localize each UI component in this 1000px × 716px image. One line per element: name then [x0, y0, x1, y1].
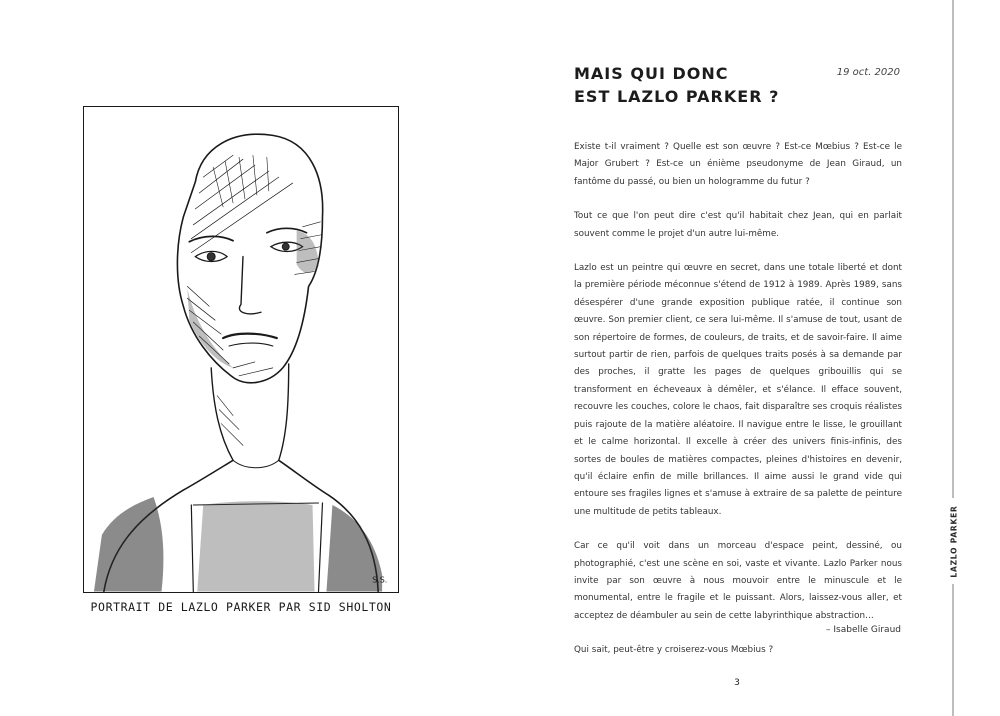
portrait-caption: PORTRAIT DE LAZLO PARKER PAR SID SHOLTON	[90, 600, 392, 614]
margin-rule	[952, 0, 954, 716]
paragraph: Qui sait, peut-être y croiserez-vous Mœbius ?	[574, 645, 774, 656]
monogram: S.S.	[372, 575, 388, 585]
page-number: 3	[734, 678, 740, 688]
article-title	[574, 62, 834, 108]
title-line-1: MAIS QUI DONC	[574, 64, 729, 83]
article-date: 19 oct. 2020	[836, 67, 900, 78]
side-tab-label: LAZLO PARKER	[949, 504, 959, 578]
paragraph: Car ce qu'il voit dans un morceau d'espace peint, dessiné, ou photographié, c'est une scène en soi, vaste et vivante. Lazlo Parker nous invite par son œuvre à nous mouvoir entre le minuscule et le monumental, entre le fragile et le puissant. Alors, laissez-vous aller, et acceptez de déambuler au sein de cette labyrinthique abstraction…	[574, 541, 902, 621]
portrait-illustration	[83, 106, 399, 593]
paragraph: Tout ce que l'on peut dire c'est qu'il habitait chez Jean, qui en parlait souvent comme le projet d'un autre lui-même.	[574, 211, 902, 239]
title-line-2: EST LAZLO PARKER ?	[574, 87, 780, 106]
article-body	[574, 139, 902, 660]
side-tab	[946, 498, 962, 584]
article-signature: – Isabelle Giraud	[826, 625, 901, 635]
paragraph: Existe t-il vraiment ? Quelle est son œuvre ? Est-ce Mœbius ? Est-ce le Major Grubert ? Est-ce un énième pseudonyme de Jean Giraud, un fantôme du passé, ou bien un hologramme du futur ?	[574, 142, 902, 187]
portrait-drawing	[84, 107, 398, 592]
paragraph: Lazlo est un peintre qui œuvre en secret, dans une totale liberté et dont la première période méconnue s'étend de 1912 à 1989. Après 1989, sans désespérer d'une grande exposition publique ratée, il continue son œuvre. Son premier client, ce sera lui-même. Il s'amuse de tout, usant de son répertoire de formes, de couleurs, de traits, et de savoir-faire. Il aime surtout partir de rien, parfois de quelques traits posés à sa demande par des proches, il gratte les pages de quelques gribouillis qui se transforment en écheveaux à démêler, et s'élance. Il efface souvent, recouvre les couches, colore le chaos, fait disparaître ses croquis réalistes puis rajoute de la matière aléatoire. Il navigue entre le lisse, le grouillant et le calme horizontal. Il excelle à créer des univers finis-infinis, des sortes de boules de matières compactes, pleines d'histoires en devenir, qu'il éclaire enfin de mille brillances. Il aime aussi le grand vide qui entoure ses fragiles lignes et s'amuse à extraire de sa palette de peinture une multitude de petits tableaux.	[574, 263, 902, 517]
